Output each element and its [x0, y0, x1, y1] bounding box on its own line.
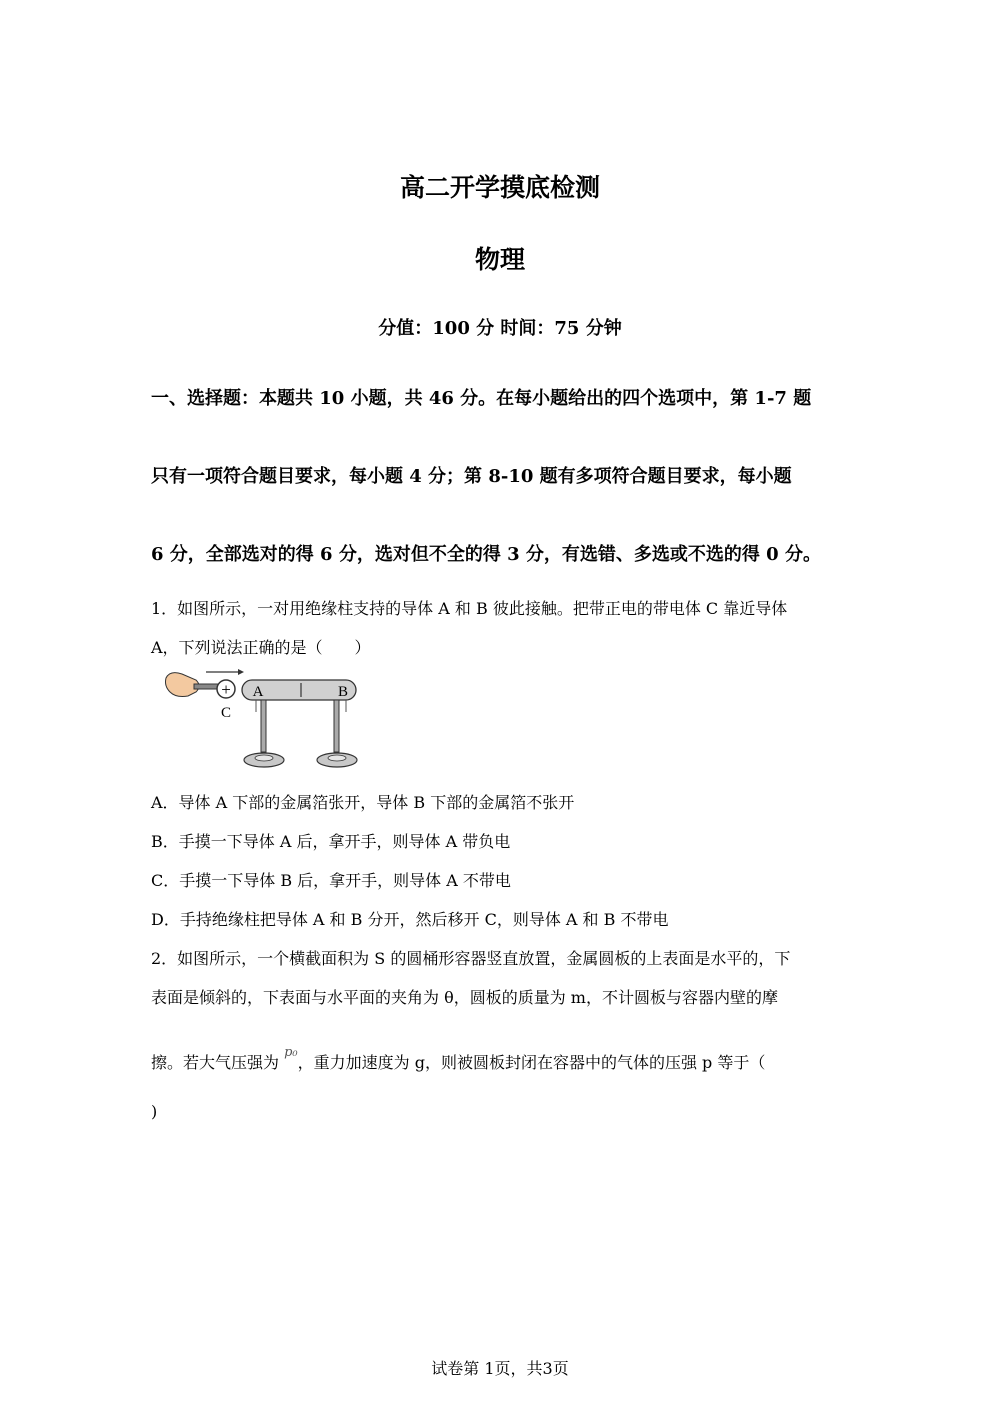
label-c: C — [220, 705, 232, 721]
question-2-line-1: 2．如图所示，一个横截面积为 S 的圆桶形容器竖直放置，金属圆板的上表面是水平的，下 — [151, 949, 791, 968]
insulating-stand-b — [334, 700, 339, 752]
question-2-line-3 — [151, 1045, 766, 1073]
question-1-figure — [160, 664, 370, 778]
exam-subject: 物理 — [474, 245, 525, 274]
question-2-line-2: 表面是倾斜的，下表面与水平面的夹角为 θ，圆板的质量为 m，不计圆板与容器内壁的摩 — [151, 988, 778, 1007]
question-2-line-4: ) — [151, 1102, 158, 1121]
question-1-option-c: C．手摸一下导体 B 后，拿开手，则导体 A 不带电 — [151, 871, 511, 890]
question-1-option-a: A．导体 A 下部的金属箔张开，导体 B 下部的金属箔不张开 — [151, 793, 575, 812]
question-1-line-1: 1．如图所示，一对用绝缘柱支持的导体 A 和 B 彼此接触。把带正电的带电体 C 靠近导体 — [151, 599, 788, 618]
insulating-stand-a — [261, 700, 266, 752]
exam-title: 高二开学摸底检测 — [399, 173, 600, 202]
atmospheric-pressure-symbol: p₀ — [284, 1045, 298, 1060]
question-2-line-3-end: ，重力加速度为 g，则被圆板封闭在容器中的气体的压强 p 等于（ — [297, 1053, 766, 1072]
exam-meta: 分值：100 分 时间：75 分钟 — [378, 318, 622, 339]
section-instruction-line-3: 6 分，全部选对的得 6 分，选对但不全的得 3 分，有选错、多选或不选的得 0 分。 — [151, 544, 821, 565]
charge-sign: + — [221, 680, 231, 699]
label-a: A — [252, 684, 264, 700]
section-instruction-line-1: 一、选择题：本题共 10 小题，共 46 分。在每小题给出的四个选项中，第 1-7 题 — [151, 388, 812, 409]
charged-rod — [194, 684, 220, 689]
section-instruction-line-2: 只有一项符合题目要求，每小题 4 分；第 8-10 题有多项符合题目要求，每小题 — [151, 466, 792, 487]
question-1-option-b: B．手摸一下导体 A 后，拿开手，则导体 A 带负电 — [151, 832, 511, 851]
page-footer: 试卷第 1页，共3页 — [431, 1359, 569, 1378]
question-1-line-2: A，下列说法正确的是（ ） — [151, 638, 371, 657]
question-1-option-d: D．手持绝缘柱把导体 A 和 B 分开，然后移开 C，则导体 A 和 B 不带电 — [151, 910, 669, 929]
question-2-line-3-start: 擦。若大气压强为 — [151, 1053, 285, 1072]
label-b: B — [337, 684, 349, 700]
